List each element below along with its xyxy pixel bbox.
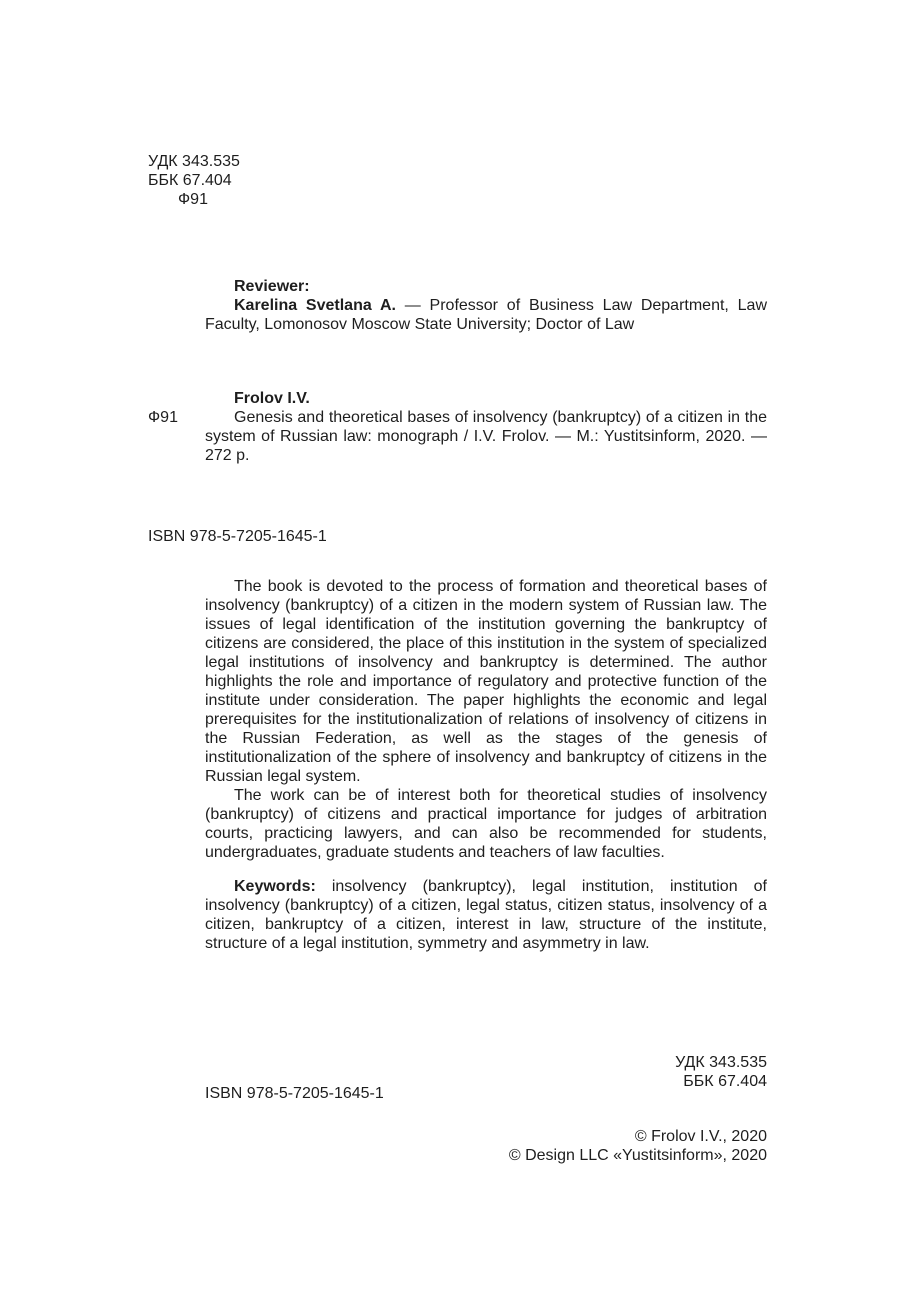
keywords-paragraph [205, 877, 767, 953]
keywords-label: Keywords: [234, 878, 316, 895]
author-mark: Ф91 [178, 191, 208, 208]
bibliography-author: Frolov I.V. [234, 390, 310, 407]
reviewer-name: Karelina Svetlana A. [234, 297, 396, 314]
bibliography-author-mark: Ф91 [148, 409, 178, 426]
copyright-design: © Design LLC «Yustitsinform», 2020 [508, 1147, 767, 1164]
bbk-code: ББК 67.404 [148, 172, 232, 189]
udk-code: УДК 343.535 [148, 153, 240, 170]
isbn: ISBN 978-5-7205-1645-1 [148, 528, 327, 545]
keywords-block [205, 877, 767, 953]
reviewer-block [205, 277, 767, 334]
reviewer-heading: Reviewer: [234, 278, 310, 295]
footer-bbk-code: ББК 67.404 [683, 1073, 767, 1090]
abstract-paragraph-1: The book is devoted to the process of formation and theoretical bases of insolvency (bankruptcy) of a citizen in the modern system of Russian law. The issues of legal identification of the institution governing the bankruptcy of citizens are considered, the place of this institution in the system of specialized legal institutions of insolvency and bankruptcy is determined. The author highlights the role and importance of regulatory and protective function of the institute under consideration. The paper highlights the economic and legal prerequisites for the institutionalization of relations of insolvency of citizens in the Russian Federation, as well as the stages of the genesis of institutionalization of the sphere of insolvency and bankruptcy of citizens in the Russian legal system. [205, 578, 767, 785]
bibliography-description: Genesis and theoretical bases of insolvency (bankruptcy) of a citizen in the system of Russian law: monograph / I.V. Frolov. — M.: Yustitsinform, 2020. — 272 р. [205, 409, 767, 464]
classification-codes [148, 152, 240, 209]
footer-isbn: ISBN 978-5-7205-1645-1 [205, 1085, 384, 1102]
abstract [205, 577, 767, 862]
bibliography-block [205, 389, 767, 465]
abstract-paragraph-2: The work can be of interest both for theoretical studies of insolvency (bankruptcy) of citizens and practical importance for judges of arbitration courts, practicing lawyers, and can also be recommended for students, undergraduates, graduate students and teachers of law faculties. [205, 787, 767, 861]
reviewer-details [205, 296, 767, 334]
copyright-author: © Frolov I.V., 2020 [634, 1128, 767, 1145]
reviewer-description: — Professor of Business Law Department, Law Faculty, Lomonosov Moscow State University; Doctor of Law [205, 297, 768, 333]
footer-udk-code: УДК 343.535 [675, 1054, 767, 1071]
keywords-text: insolvency (bankruptcy), legal institution, institution of insolvency (bankruptcy) of a citizen, legal status, citizen status, insolvency of a citizen, bankruptcy of a citizen, interest in law, structure of the institute, structure of a legal institution, symmetry and asymmetry in law. [205, 878, 767, 952]
footer-classification-codes [675, 1053, 767, 1091]
copyright-block [509, 1127, 767, 1165]
